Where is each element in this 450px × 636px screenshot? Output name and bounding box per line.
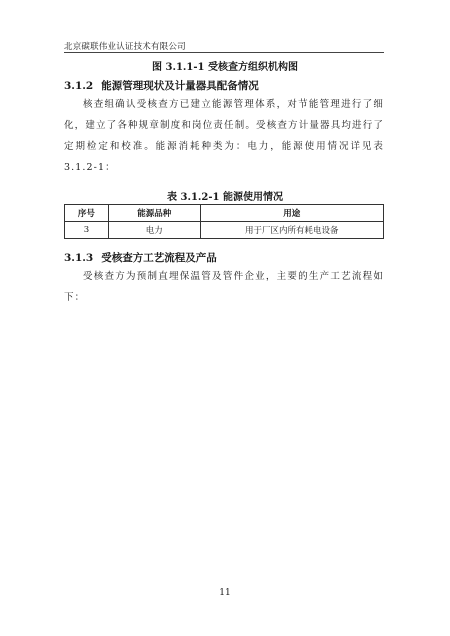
page-header: 北京碳联伟业认证技术有限公司 xyxy=(64,42,186,52)
section-title: 受核查方工艺流程及产品 xyxy=(101,252,217,264)
column-header-energy-type: 能源品种 xyxy=(108,205,200,222)
header-divider xyxy=(64,52,384,53)
table-header-row xyxy=(65,205,384,222)
section-heading-3-1-3 xyxy=(64,250,217,265)
table-caption: 表 3.1.2-1 能源使用情况 xyxy=(167,192,283,203)
table-cell: 3 xyxy=(65,222,109,239)
figure-caption: 图 3.1.1-1 受核查方组织机构图 xyxy=(152,62,298,73)
section-number: 3.1.2 xyxy=(64,80,94,92)
column-header-index: 序号 xyxy=(65,205,109,222)
column-header-purpose: 用途 xyxy=(200,205,383,222)
section-number: 3.1.3 xyxy=(64,252,94,264)
page-number: 11 xyxy=(219,588,231,598)
table-cell: 电力 xyxy=(108,222,200,239)
table-row xyxy=(65,222,384,239)
section-heading-3-1-2 xyxy=(64,78,259,93)
table-cell: 用于厂区内所有耗电设备 xyxy=(200,222,383,239)
energy-usage-table xyxy=(64,204,384,239)
section-paragraph-3-1-2: 核查组确认受核查方已建立能源管理体系，对节能管理进行了细化，建立了各种规章制度和岗位责任制。受核查方计量器具均进行了定期检定和校准。能源消耗种类为：电力，能源使用情况详见表3.1.2-1： xyxy=(64,99,384,173)
section-title: 能源管理现状及计量器具配备情况 xyxy=(101,80,259,92)
section-paragraph-3-1-3: 受核查方为预制直埋保温管及管件企业，主要的生产工艺流程如下： xyxy=(64,271,384,303)
